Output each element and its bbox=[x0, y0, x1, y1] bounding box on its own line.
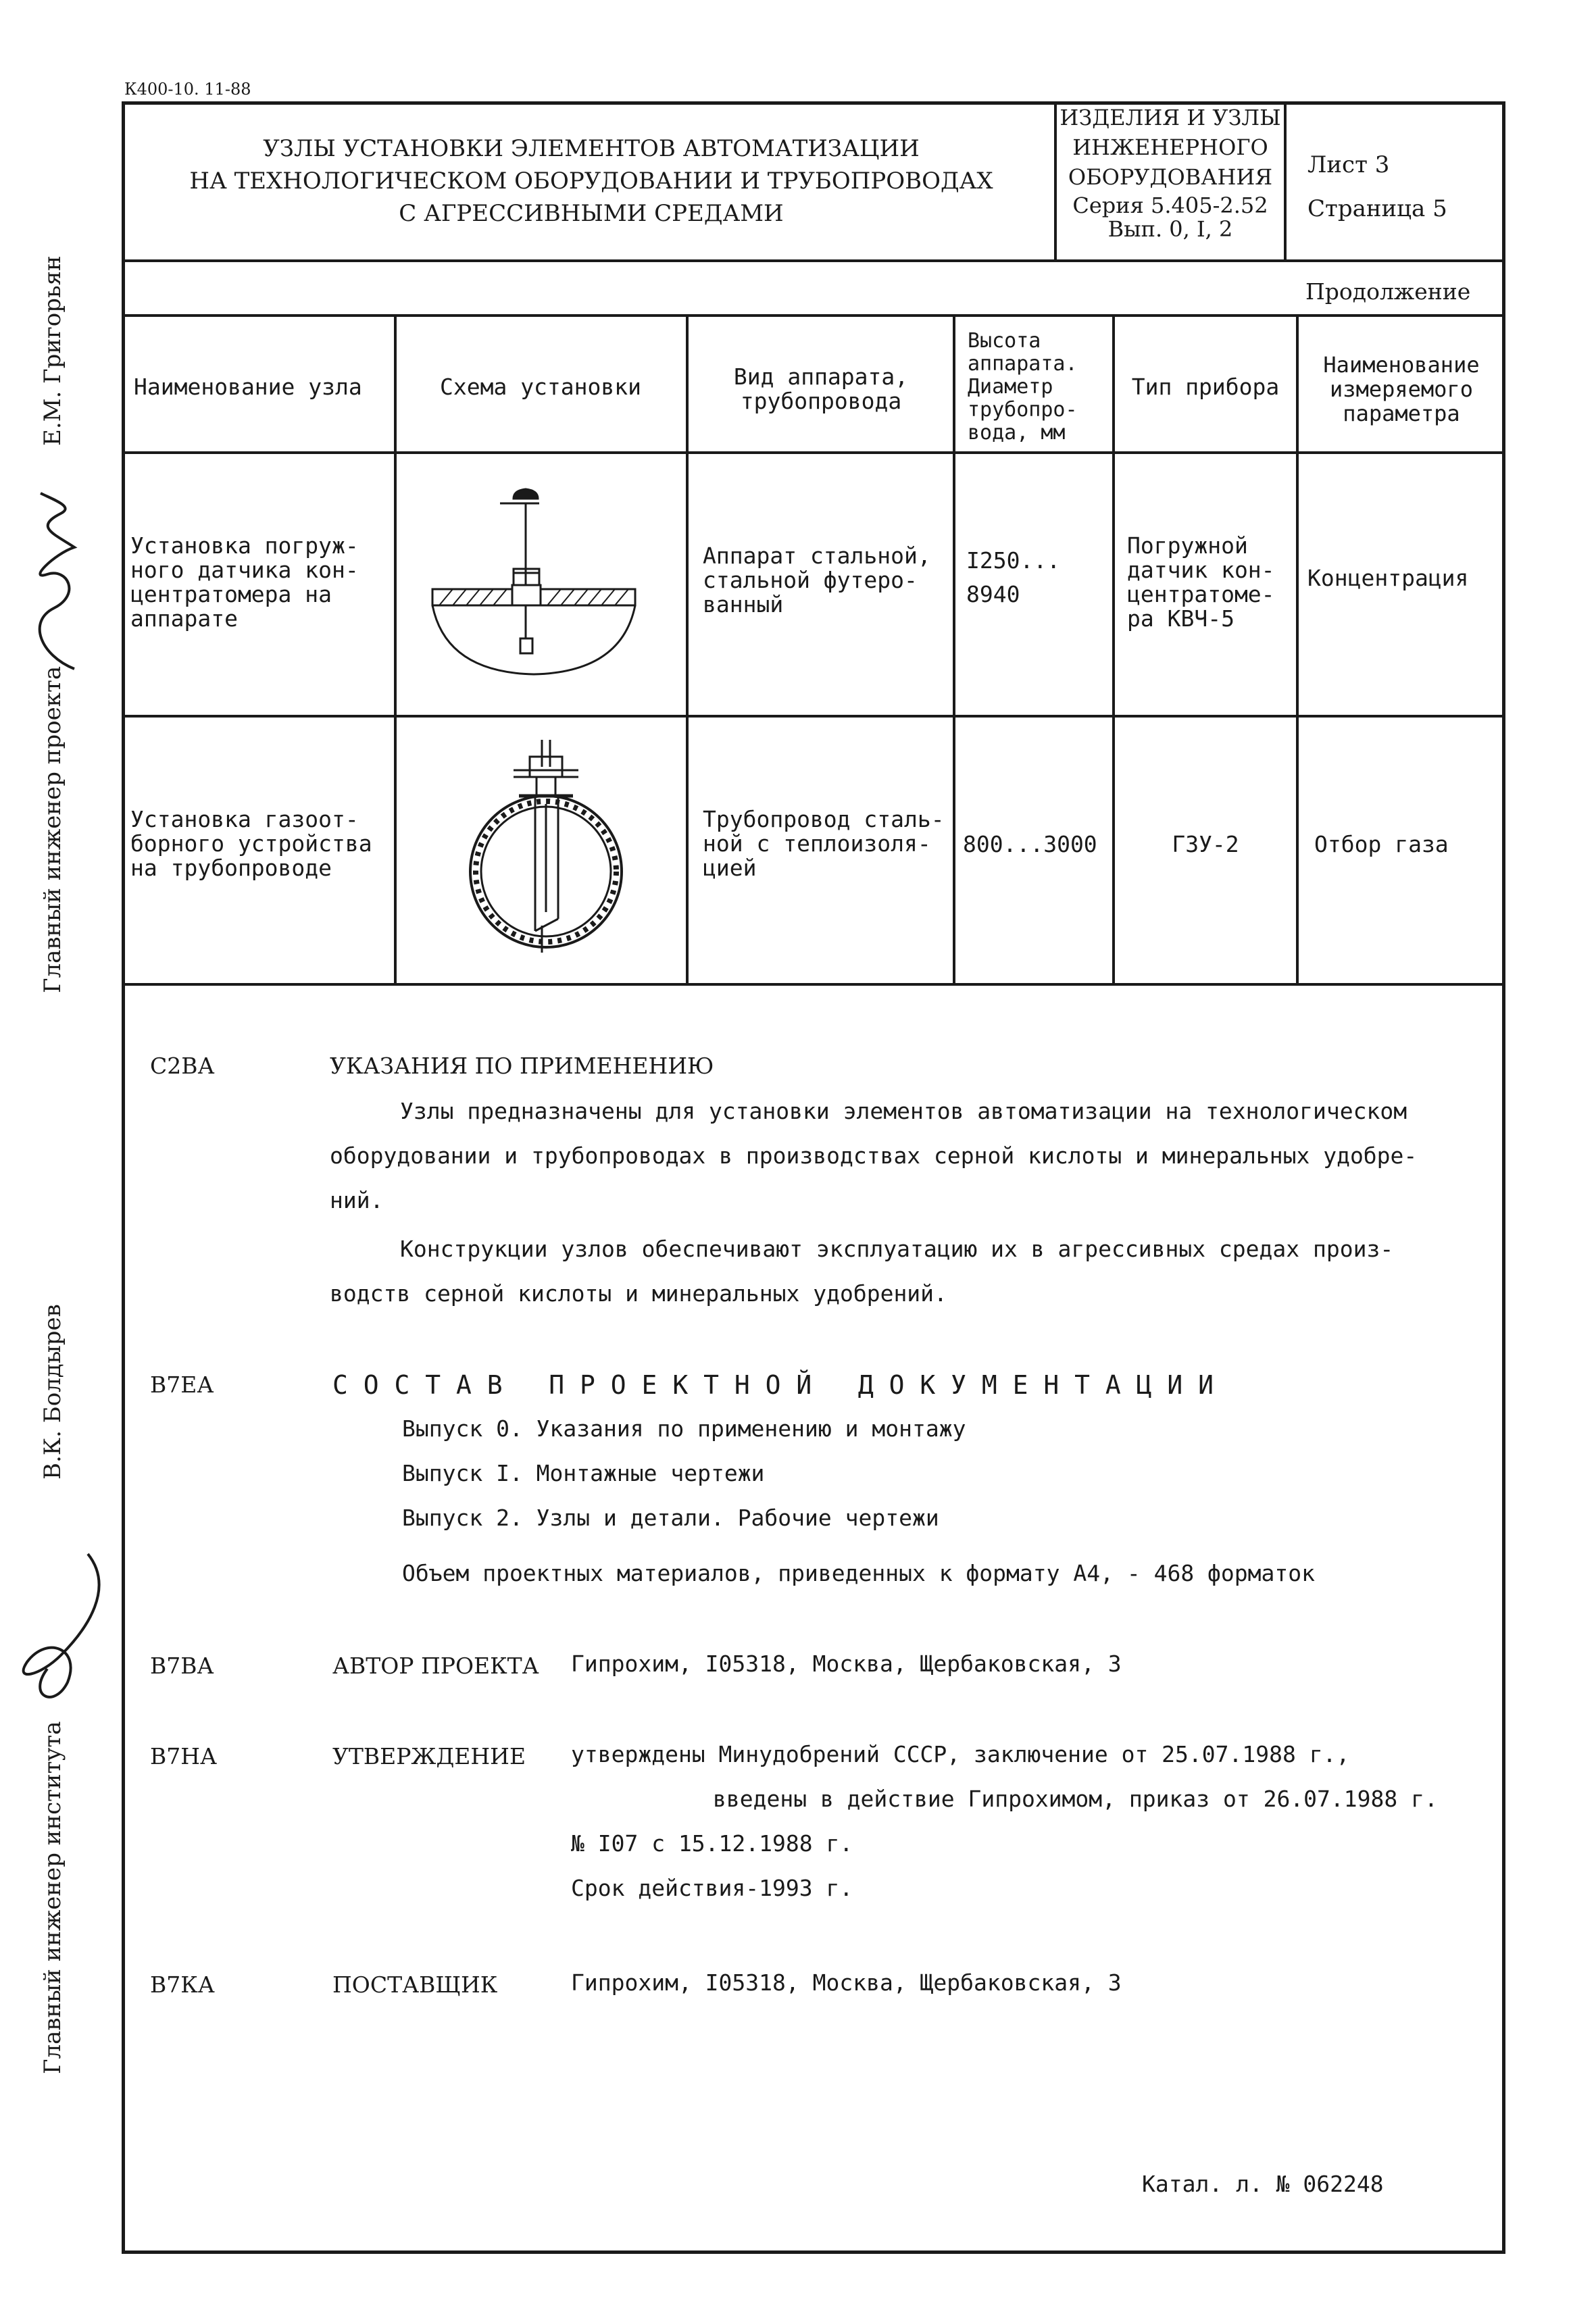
application-line-2: оборудовании и трубопроводах в производствах серной кислоты и минеральных удобре- bbox=[330, 1142, 1418, 1169]
approval-line-4: Срок действия-1993 г. bbox=[571, 1875, 853, 1901]
signature-grigoryan bbox=[14, 486, 95, 689]
approval-label: УТВЕРЖДЕНИЕ bbox=[332, 1743, 526, 1769]
header-device-type: Тип прибора bbox=[1131, 374, 1280, 400]
header-divider-2 bbox=[1284, 101, 1287, 261]
approval-line-3: № I07 с 15.12.1988 г. bbox=[571, 1830, 853, 1857]
row1-apparatus: Аппарат стальной, стальной футеро-ванный bbox=[703, 543, 931, 618]
gas-sampling-pipe-diagram bbox=[470, 740, 622, 953]
section-code-approval: В7НА bbox=[150, 1743, 218, 1769]
header-node-name: Наименование узла bbox=[134, 374, 362, 400]
table-col-line-2 bbox=[686, 314, 689, 986]
approval-line-2: введены в действие Гипрохимом, приказ от 26.07.1988 г. bbox=[713, 1786, 1438, 1812]
table-col-line-3 bbox=[953, 314, 955, 986]
catalog-number: Катал. л. № 062248 bbox=[1142, 2171, 1384, 2197]
side-label-boldyrev: В.К. Болдырев bbox=[39, 1304, 66, 1480]
composition-item-1: Выпуск I. Монтажные чертежи bbox=[402, 1460, 765, 1486]
side-label-grigoryan: Е.М. Григорьян bbox=[39, 255, 66, 446]
composition-volume: Объем проектных материалов, приведенных к формату А4, - 468 форматок bbox=[402, 1560, 1316, 1586]
header-parameter: Наименование измеряемого параметра bbox=[1323, 352, 1480, 426]
section-title-composition: С О С Т А В П Р О Е К Т Н О Й Д О К У М Е Н Т А Ц И И bbox=[332, 1370, 1214, 1400]
series-block: ИЗДЕЛИЯ И УЗЛЫ ИНЖЕНЕРНОГО ОБОРУДОВАНИЯ Серия 5.405-2.52 Вып. 0, I, 2 bbox=[1059, 105, 1281, 242]
application-line-5: водств серной кислоты и минеральных удобрений. bbox=[330, 1280, 947, 1307]
author-value: Гипрохим, I05318, Москва, Щербаковская, 3 bbox=[571, 1651, 1122, 1677]
section-code-supplier: В7КА bbox=[150, 1971, 215, 1998]
row2-size: 800...3000 bbox=[963, 831, 1097, 857]
page-number: Страница 5 bbox=[1307, 195, 1447, 222]
header-divider-1 bbox=[1054, 101, 1057, 261]
section-code-author: В7ВА bbox=[150, 1653, 214, 1679]
table-col-line-1 bbox=[394, 314, 397, 986]
form-code: К400-10. 11-88 bbox=[124, 80, 251, 99]
section-code-composition: В7ЕА bbox=[150, 1372, 214, 1398]
document-title: УЗЛЫ УСТАНОВКИ ЭЛЕМЕНТОВ АВТОМАТИЗАЦИИ НА ТЕХНОЛОГИЧЕСКОМ ОБОРУДОВАНИИ И ТРУБОПРОВОДАХ С АГРЕССИВНЫМИ СРЕДАМИ bbox=[189, 135, 993, 227]
side-label-chief-institute-engineer: Главный инженер института bbox=[39, 1721, 66, 2074]
continuation-label: Продолжение bbox=[1305, 278, 1471, 305]
section-code-application: С2ВА bbox=[150, 1053, 215, 1079]
supplier-label: ПОСТАВЩИК bbox=[332, 1971, 498, 1998]
row2-node-name: Установка газоот-борного устройства на трубопроводе bbox=[130, 806, 372, 881]
header-bottom-line bbox=[122, 259, 1505, 262]
supplier-value: Гипрохим, I05318, Москва, Щербаковская, 3 bbox=[571, 1969, 1122, 1996]
header-size: Высота аппарата. Диаметр трубопро-вода, мм bbox=[968, 329, 1078, 445]
application-line-1: Узлы предназначены для установки элементов автоматизации на технологическом bbox=[400, 1098, 1407, 1124]
row2-schema-diagram bbox=[446, 730, 649, 966]
section-title-application: УКАЗАНИЯ ПО ПРИМЕНЕНИЮ bbox=[330, 1053, 714, 1079]
row1-node-name: Установка погруж-ного датчика кон-центратомера на аппарате bbox=[130, 532, 359, 632]
submersible-sensor-diagram bbox=[432, 489, 635, 674]
application-line-4: Конструкции узлов обеспечивают эксплуатацию их в агрессивных средах произ- bbox=[400, 1236, 1394, 1262]
side-label-chief-project-engineer: Главный инженер проекта bbox=[39, 665, 66, 993]
signature-boldyrev bbox=[7, 1547, 108, 1709]
row2-parameter: Отбор газа bbox=[1314, 831, 1449, 857]
table-col-line-4 bbox=[1112, 314, 1115, 986]
row1-schema-diagram bbox=[419, 486, 662, 689]
header-schema: Схема установки bbox=[439, 374, 641, 400]
approval-line-1: утверждены Минудобрений СССР, заключение от 25.07.1988 г., bbox=[571, 1741, 1350, 1767]
composition-item-2: Выпуск 2. Узлы и детали. Рабочие чертежи bbox=[402, 1505, 939, 1531]
sheet-number: Лист 3 bbox=[1307, 151, 1390, 178]
author-label: АВТОР ПРОЕКТА bbox=[332, 1653, 539, 1679]
row1-device: Погружной датчик кон-центратоме-ра КВЧ-5 bbox=[1127, 532, 1275, 632]
sensor-head-icon bbox=[514, 489, 538, 499]
row1-size: I250... 8940 bbox=[966, 547, 1061, 607]
composition-item-0: Выпуск 0. Указания по применению и монтажу bbox=[402, 1415, 966, 1442]
application-line-3: ний. bbox=[330, 1187, 384, 1213]
row1-parameter: Концентрация bbox=[1307, 565, 1469, 591]
row2-device: ГЗУ-2 bbox=[1172, 831, 1239, 857]
header-apparatus: Вид аппарата, трубопровода bbox=[733, 363, 909, 414]
row2-apparatus: Трубопровод сталь-ной с теплоизоля-цией bbox=[703, 806, 945, 881]
